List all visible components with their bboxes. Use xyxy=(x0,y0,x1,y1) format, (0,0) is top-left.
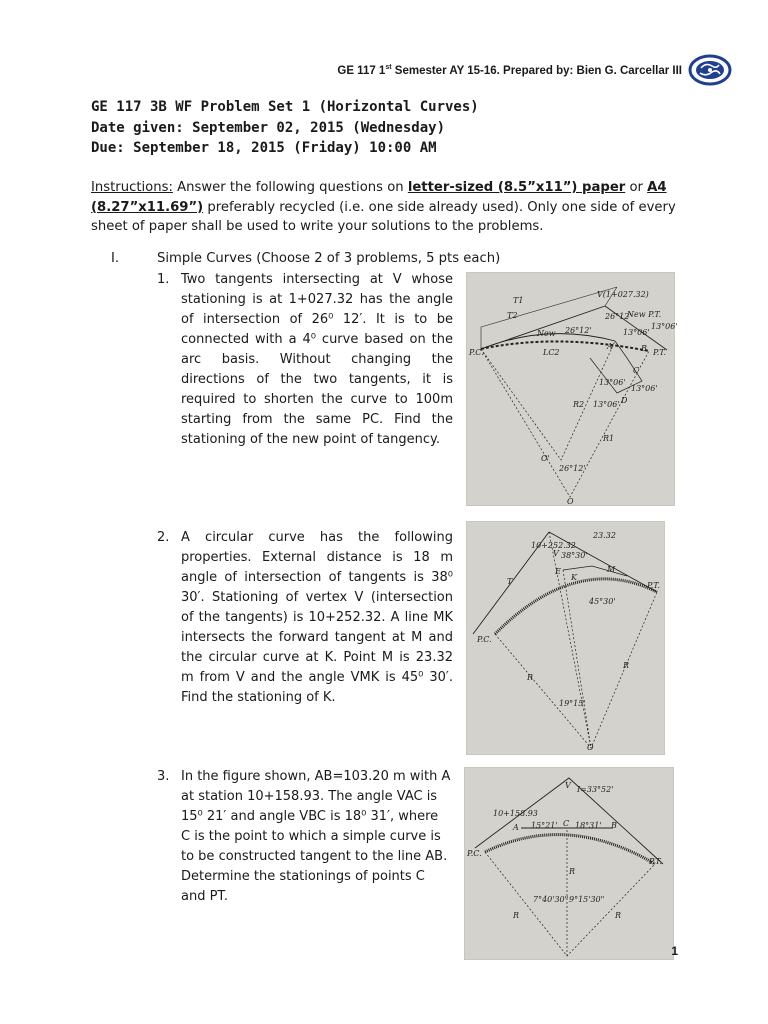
figure-label: 38°30' xyxy=(561,551,588,560)
figure-label: New xyxy=(537,329,556,338)
problem-set-title: GE 117 3B WF Problem Set 1 (Horizontal Curves) xyxy=(91,99,479,115)
page-header xyxy=(337,64,682,77)
problem-2-figure xyxy=(466,521,665,755)
figure-label: O xyxy=(587,743,594,752)
figure-label: P.T. xyxy=(653,348,667,357)
instructions-label: Instructions: xyxy=(91,180,173,195)
header-superscript: st xyxy=(385,64,392,71)
figure-label: 26°12' xyxy=(605,312,632,321)
figure-label: P.C. xyxy=(477,635,492,644)
figure-label: P.T. xyxy=(647,581,661,590)
page-number: 1 xyxy=(671,944,678,958)
instructions-paragraph xyxy=(91,178,679,237)
figure-label: R xyxy=(527,673,534,682)
figure-label: R xyxy=(615,911,622,920)
figure-label: 10+252.32 xyxy=(531,541,576,550)
problem-text: A circular curve has the following properties. External distance is 18 m angle of intersection of tangents is 38⁰ 30′. Stationing of vertex V (intersection of the tangents) is 10+252.32. A line MK intersects the forward tangent at M and the circular curve at K. Point M is 23.32 m from V and the angle VMK is 45⁰ 30′. Find the stationing of K. xyxy=(181,530,453,705)
paper-size-a4: A4 (8.27”x11.69”) xyxy=(91,180,667,215)
figure-label: 13°06' xyxy=(623,328,650,337)
university-logo xyxy=(688,54,732,86)
problem-number: 3. xyxy=(157,769,170,784)
figure-label: T1 xyxy=(513,296,524,305)
figure-label: C xyxy=(563,819,570,828)
figure-label: 15°21' xyxy=(531,821,558,830)
figure-label: R xyxy=(623,661,630,670)
paper-size-letter: letter-sized (8.5”x11”) paper xyxy=(407,180,626,195)
figure-label: New P.T. xyxy=(627,310,662,319)
instructions-text-1: Answer the following questions on xyxy=(172,180,408,195)
figure-label: R xyxy=(513,911,520,920)
figure-label: V(1+027.32) xyxy=(597,290,649,299)
section-numeral: I. xyxy=(111,251,120,266)
figure-label: D xyxy=(621,396,628,405)
figure-label: 13°06' xyxy=(599,378,626,387)
problem-number: 2. xyxy=(157,530,170,545)
figure-label: B xyxy=(611,821,617,830)
problem-3-figure xyxy=(464,767,674,960)
figure-label: A xyxy=(513,823,519,832)
figure-label: P.C. xyxy=(469,348,484,357)
instructions-text-3: preferably recycled (i.e. one side already used). Only one side of every sheet of paper shall be used to write your solutions to the problems. xyxy=(91,199,676,234)
figure-label: LC2 xyxy=(543,348,560,357)
figure-label: A xyxy=(607,342,613,351)
figure-label: 13°06' xyxy=(593,400,620,409)
figure-label: C xyxy=(633,366,640,375)
due-date: Due: September 18, 2015 (Friday) 10:00 AM xyxy=(91,140,437,156)
figure-label: 18°31' xyxy=(575,821,602,830)
figure-label: 7°40'30" xyxy=(533,895,569,904)
section-heading: Simple Curves (Choose 2 of 3 problems, 5 pts each) xyxy=(157,251,501,266)
figure-label: P.C. xyxy=(467,849,482,858)
figure-label: R1 xyxy=(603,434,615,443)
figure-label: T2 xyxy=(507,311,518,320)
problem-text: Two tangents intersecting at V whose stationing is at 1+027.32 has the angle of intersection of 26⁰ 12′. It is to be connected with a 4⁰ curve based on the arc basis. Without changing the directions of the two tangents, it is required to shorten the curve to 100m starting from the same PC. Find the stationing of the new point of tangency. xyxy=(181,272,453,447)
problem-1-figure xyxy=(466,272,678,506)
figure-label: 23.32 xyxy=(593,531,616,540)
figure-label: E xyxy=(555,567,561,576)
figure-label: 45°30' xyxy=(589,597,616,606)
figure-label: 10+158.93 xyxy=(493,809,538,818)
figure-label: R2 xyxy=(573,400,585,409)
figure-label: 26°12' xyxy=(565,326,592,335)
problem-text: In the figure shown, AB=103.20 m with A at station 10+158.93. The angle VAC is 15⁰ 21′ and angle VBC is 18⁰ 31′, where C is the point to which a simple curve is to be constructed tangent to the line AB. Determine the stationings of points C and PT. xyxy=(181,769,451,904)
date-given: Date given: September 02, 2015 (Wednesday) xyxy=(91,120,446,136)
figure-label: 9°15'30" xyxy=(569,895,605,904)
figure-label: T xyxy=(507,577,513,586)
header-rest: Semester AY 15-16. Prepared by: Bien G. Carcellar III xyxy=(391,64,682,77)
figure-label: V xyxy=(565,781,571,790)
figure-label: O' xyxy=(541,454,550,463)
figure-label: R xyxy=(569,867,576,876)
header-course: GE 117 1 xyxy=(337,64,386,77)
instructions-text-2: or xyxy=(625,180,648,195)
figure-label: 19°15' xyxy=(559,699,586,708)
figure-label: M xyxy=(607,565,616,574)
figure-label: V xyxy=(553,549,559,558)
figure-label: 13°06' xyxy=(631,384,658,393)
figure-label: P.T. xyxy=(649,857,663,866)
figure-label: O xyxy=(567,497,574,506)
figure-label: K xyxy=(571,573,577,582)
problem-number: 1. xyxy=(157,272,170,287)
figure-label: 13°06' xyxy=(651,322,678,331)
figure-label: I=33°52' xyxy=(577,785,614,794)
figure-label: B xyxy=(641,344,647,353)
figure-label: 26°12' xyxy=(559,464,586,473)
